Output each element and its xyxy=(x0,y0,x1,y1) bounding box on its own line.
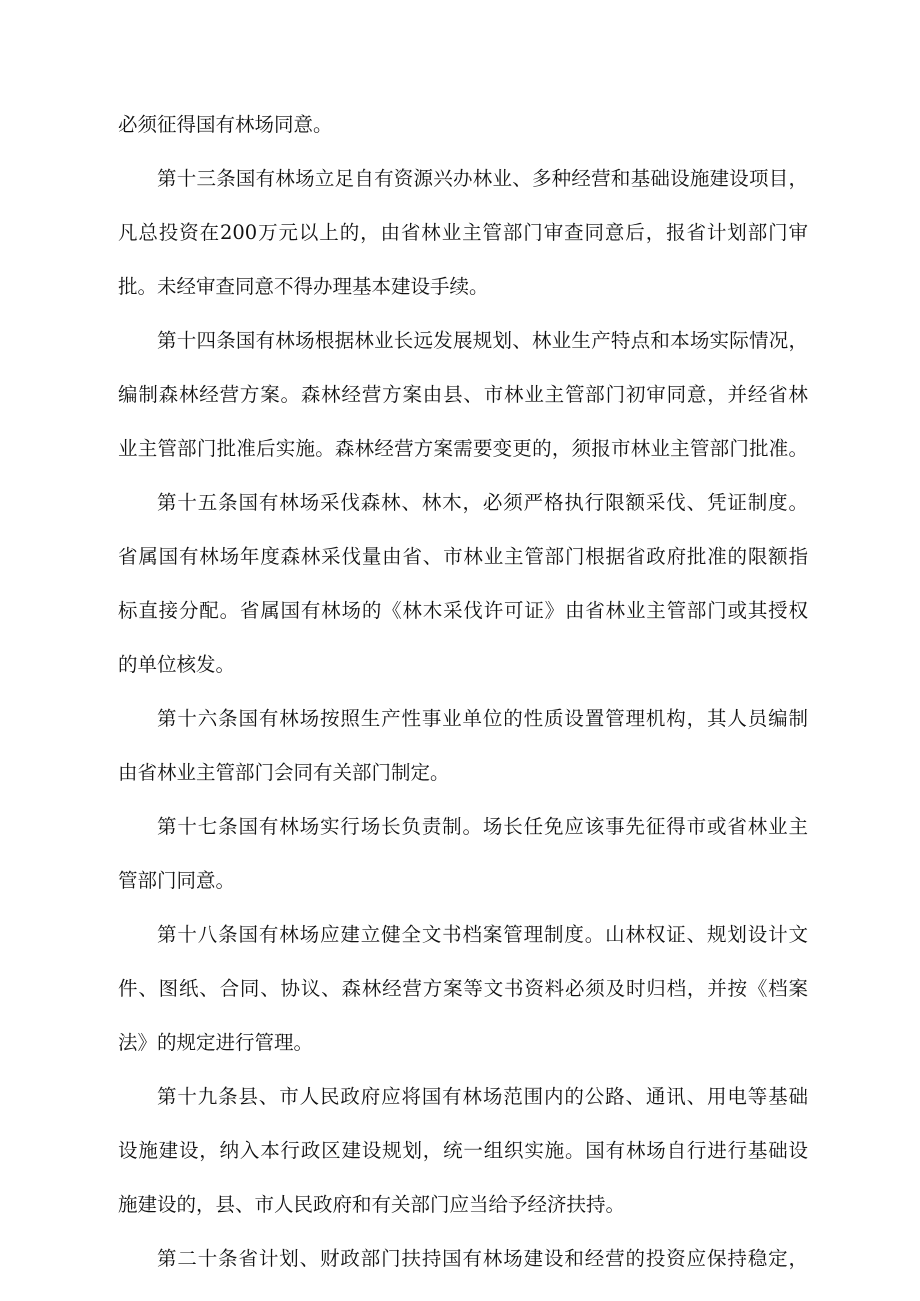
article-17-line-1: 第十七条国有林场实行场长负责制。场长任免应该事先征得市或省林业主 xyxy=(157,815,808,838)
article-18-line-2: 件、图纸、合同、协议、森林经营方案等文书资料必须及时归档，并按《档案 xyxy=(118,977,808,1000)
article-19-line-3: 施建设的，县、市人民政府和有关部门应当给予经济扶持。 xyxy=(118,1193,626,1216)
article-15-line-3: 标直接分配。省属国有林场的《林木采伐许可证》由省林业主管部门或其授权 xyxy=(118,599,808,622)
article-15-line-1: 第十五条国有林场采伐森林、林木，必须严格执行限额采伐、凭证制度。 xyxy=(157,491,808,514)
article-13-line-1: 第十三条国有林场立足自有资源兴办林业、多种经营和基础设施建设项目， xyxy=(157,167,808,190)
article-16-line-2: 由省林业主管部门会同有关部门制定。 xyxy=(118,761,450,784)
article-15-line-2: 省属国有林场年度森林采伐量由省、市林业主管部门根据省政府批准的限额指 xyxy=(118,545,808,568)
article-14-line-1: 第十四条国有林场根据林业长远发展规划、林业生产特点和本场实际情况， xyxy=(157,329,808,352)
paragraph-line: 必须征得国有林场同意。 xyxy=(118,113,333,136)
article-14-line-3: 业主管部门批准后实施。森林经营方案需要变更的，须报市林业主管部门批准。 xyxy=(118,437,808,460)
article-18-line-3: 法》的规定进行管理。 xyxy=(118,1031,314,1054)
article-19-line-2: 设施建设，纳入本行政区建设规划，统一组织实施。国有林场自行进行基础设 xyxy=(118,1139,808,1162)
article-17-line-2: 管部门同意。 xyxy=(118,869,236,892)
article-18-line-1: 第十八条国有林场应建立健全文书档案管理制度。山林权证、规划设计文 xyxy=(157,923,808,946)
article-15-line-4: 的单位核发。 xyxy=(118,653,236,676)
article-13-line-2: 凡总投资在200万元以上的，由省林业主管部门审查同意后，报省计划部门审 xyxy=(118,221,808,244)
article-13-line-3: 批。未经审查同意不得办理基本建设手续。 xyxy=(118,275,489,298)
article-20-line-1: 第二十条省计划、财政部门扶持国有林场建设和经营的投资应保持稳定， xyxy=(157,1247,808,1270)
article-14-line-2: 编制森林经营方案。森林经营方案由县、市林业主管部门初审同意，并经省林 xyxy=(118,383,808,406)
document-body xyxy=(118,98,808,1286)
article-16-line-1: 第十六条国有林场按照生产性事业单位的性质设置管理机构，其人员编制 xyxy=(157,707,808,730)
article-19-line-1: 第十九条县、市人民政府应将国有林场范围内的公路、通讯、用电等基础 xyxy=(157,1085,808,1108)
